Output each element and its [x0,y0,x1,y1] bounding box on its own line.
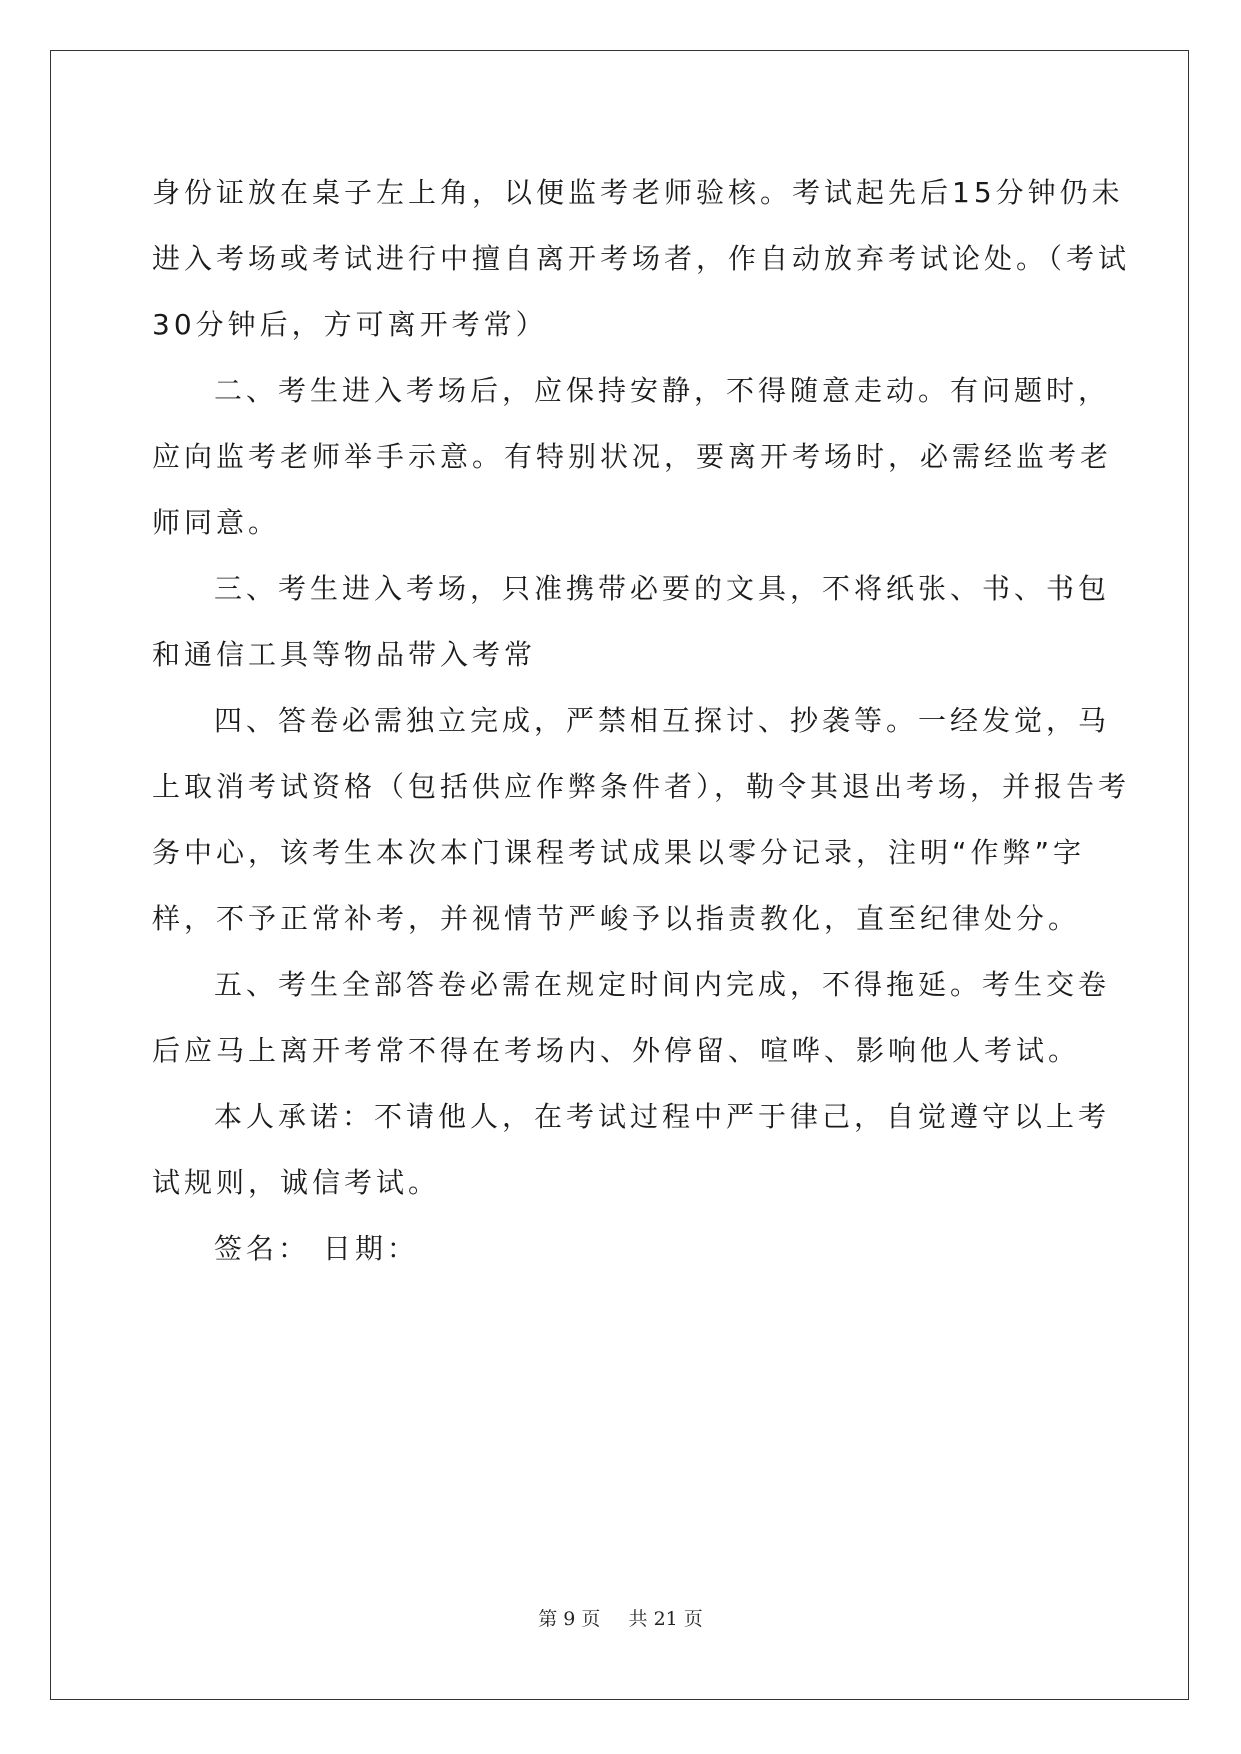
text-line: 应向监考老师举手示意。有特别状况，要离开考场时，必需经监考老 [152,440,1113,473]
text-line: 上取消考试资格（包括供应作弊条件者），勒令其退出考场，并报告考 [152,770,1131,803]
paragraph-continuation [152,160,1131,358]
paragraph-rule-5 [152,952,1111,1084]
text-line: 进入考场或考试进行中擅自离开考场者，作自动放弃考试论处。（考试 [152,242,1131,275]
signature-date-line: 签名： 日期： [214,1232,419,1265]
text-line: 和通信工具等物品带入考常 [152,638,537,671]
text-line: 五、考生全部答卷必需在规定时间内完成，不得拖延。考生交卷 [214,968,1111,1001]
text-line: 务中心，该考生本次本门课程考试成果以零分记录，注明“作弊”字 [152,836,1086,869]
text-line: 后应马上离开考常不得在考场内、外停留、喧哗、影响他人考试。 [152,1034,1081,1067]
text-line: 样，不予正常补考，并视情节严峻予以指责教化，直至纪律处分。 [152,902,1081,935]
text-line: 试规则，诚信考试。 [152,1166,441,1199]
text-line: 四、答卷必需独立完成，严禁相互探讨、抄袭等。一经发觉，马 [214,704,1111,737]
page-number: 第 9 页 [538,1608,601,1630]
page-total: 共 21 页 [628,1608,703,1630]
paragraph-pledge [152,1084,1111,1216]
document-body [152,160,1131,1282]
text-line: 本人承诺：不请他人，在考试过程中严于律己，自觉遵守以上考 [214,1100,1111,1133]
text-line: 师同意。 [152,506,281,539]
page-footer [0,1604,1241,1631]
text-line: 三、考生进入考场，只准携带必要的文具，不将纸张、书、书包 [214,572,1111,605]
text-line: 二、考生进入考场后，应保持安静，不得随意走动。有问题时， [214,374,1111,407]
text-line: 身份证放在桌子左上角，以便监考老师验核。考试起先后15分钟仍未 [152,176,1124,209]
paragraph-rule-3 [152,556,1111,688]
text-line: 30分钟后，方可离开考常） [152,308,548,341]
paragraph-rule-4 [152,688,1131,952]
paragraph-rule-2 [152,358,1113,556]
